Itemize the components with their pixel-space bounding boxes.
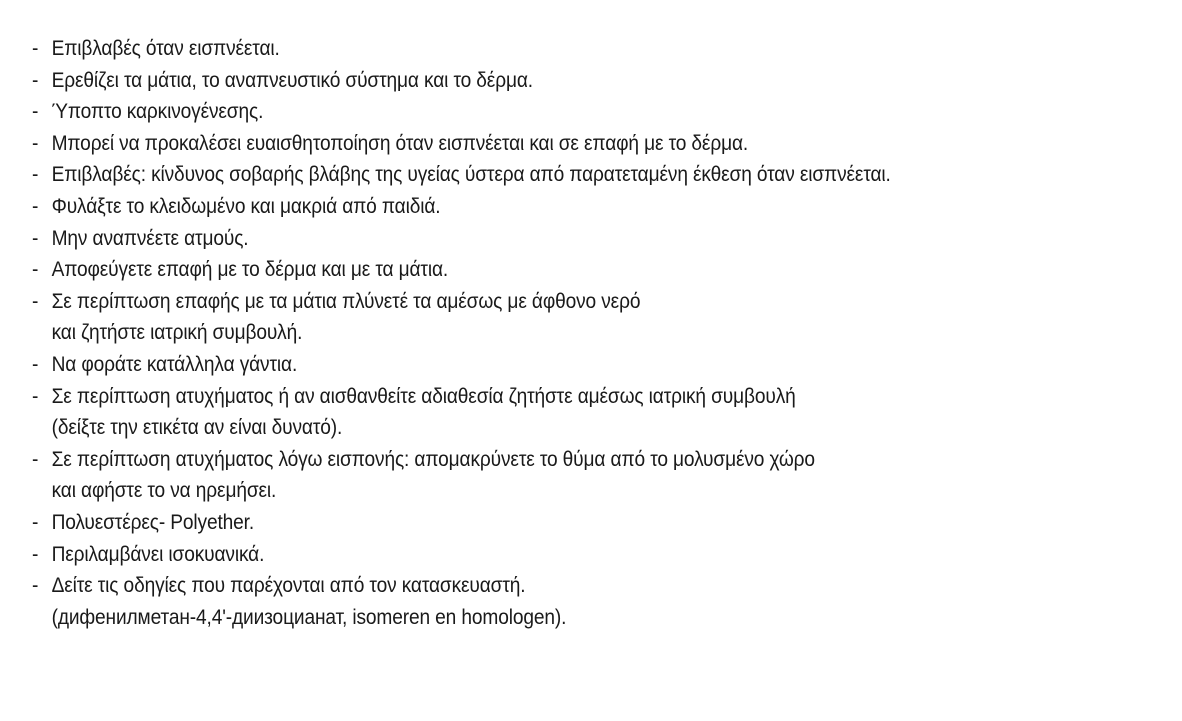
item-text [52, 33, 280, 65]
bullet-dash: - [32, 383, 39, 408]
list-item [32, 286, 1047, 349]
list-item [32, 254, 1047, 286]
list-item [32, 96, 1047, 128]
bullet-dash: - [32, 257, 39, 282]
item-line: Να φοράτε κατάλληλα γάντια. [51, 351, 298, 376]
list-item [32, 381, 1047, 444]
item-line: Σε περίπτωση ατυχήματος ή αν αισθανθείτε αδιαθεσία ζητήστε αμέσως ιατρική συμβουλή [51, 383, 796, 408]
item-line: Περιλαμβάνει ισοκυανικά. [51, 541, 265, 566]
bullet-dash: - [32, 573, 39, 598]
bullet-dash: - [32, 509, 39, 534]
list-item [32, 191, 1047, 223]
item-line: (δείξτε την ετικέτα αν είναι δυνατό). [51, 415, 343, 440]
item-line: Ύποπτο καρκινογένεσης. [51, 99, 264, 124]
item-text [52, 507, 254, 539]
item-line: Αποφεύγετε επαφή με το δέρμα και με τα μάτια. [51, 257, 449, 282]
bullet-dash: - [32, 446, 39, 471]
bullet-dash: - [32, 193, 39, 218]
item-text [52, 128, 749, 160]
item-text [52, 286, 641, 349]
item-line: Μην αναπνέετε ατμούς. [51, 225, 249, 250]
bullet-dash: - [32, 162, 39, 187]
item-text [52, 191, 441, 223]
list-item [32, 128, 1047, 160]
list-item [32, 539, 1047, 571]
item-line: Πολυεστέρες- Polyether. [51, 509, 255, 534]
list-item [32, 223, 1047, 255]
list-item [32, 444, 1047, 507]
item-text [52, 223, 249, 255]
item-line: Επιβλαβές: κίνδυνος σοβαρής βλάβης της υγείας ύστερα από παρατεταμένη έκθεση όταν εισπνέεται. [51, 162, 891, 187]
list-item [32, 570, 1047, 633]
item-line: Μπορεί να προκαλέσει ευαισθητοποίηση όταν εισπνέεται και σε επαφή με το δέρμα. [51, 130, 749, 155]
bullet-dash: - [32, 225, 39, 250]
bullet-dash: - [32, 351, 39, 376]
item-text [52, 539, 265, 571]
item-line: Σε περίπτωση ατυχήματος λόγω εισπονής: απομακρύνετε το θύμα από το μολυσμένο χώρο [51, 446, 815, 471]
bullet-dash: - [32, 288, 39, 313]
hazard-statements-list [32, 33, 1047, 633]
bullet-dash: - [32, 67, 39, 92]
item-line: Δείτε τις οδηγίες που παρέχονται από τον κατασκευαστή. [51, 573, 526, 598]
item-text [52, 65, 533, 97]
item-line: και ζητήστε ιατρική συμβουλή. [51, 320, 303, 345]
bullet-dash: - [32, 130, 39, 155]
list-item [32, 33, 1047, 65]
item-text [52, 349, 298, 381]
bullet-dash: - [32, 99, 39, 124]
item-text [52, 96, 264, 128]
bullet-dash: - [32, 541, 39, 566]
list-item [32, 349, 1047, 381]
item-line: Σε περίπτωση επαφής με τα μάτια πλύνετέ τα αμέσως με άφθονο νερό [51, 288, 641, 313]
item-line: Φυλάξτε το κλειδωμένο και μακριά από παιδιά. [51, 193, 441, 218]
list-item [32, 159, 1047, 191]
item-text [52, 570, 567, 633]
item-line: Επιβλαβές όταν εισπνέεται. [51, 36, 280, 60]
list-item [32, 507, 1047, 539]
item-text [52, 381, 796, 444]
item-text [52, 254, 448, 286]
bullet-dash: - [32, 36, 39, 60]
item-line: Ερεθίζει τα μάτια, το αναπνευστικό σύστημα και το δέρμα. [51, 67, 533, 92]
item-line: και αφήστε το να ηρεμήσει. [51, 478, 277, 503]
item-line: (дифенилметан-4,4'-диизоцианат, isomeren en homologen). [51, 604, 567, 629]
list-item [32, 65, 1047, 97]
item-text [52, 444, 815, 507]
item-text [52, 159, 891, 191]
